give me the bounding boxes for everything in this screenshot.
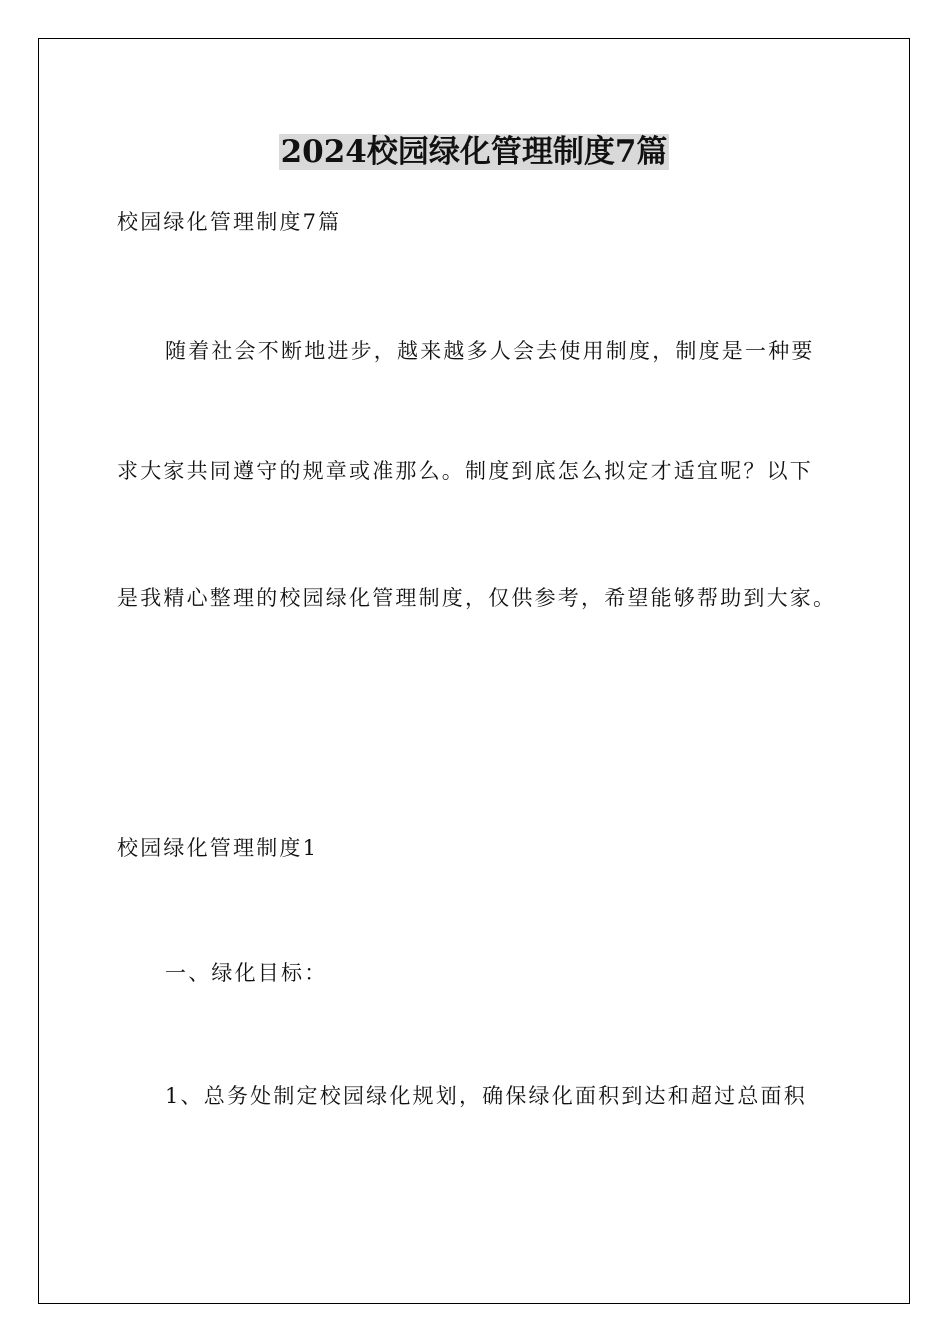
document-subtitle: 校园绿化管理制度7篇 [117, 210, 342, 234]
item-heading: 一、绿化目标： [165, 961, 328, 985]
document-page [38, 38, 910, 1304]
document-title [39, 127, 909, 177]
intro-line-3: 是我精心整理的校园绿化管理制度，仅供参考，希望能够帮助到大家。 [117, 586, 837, 610]
section-heading: 校园绿化管理制度1 [117, 836, 319, 860]
intro-line-1: 随着社会不断地进步，越来越多人会去使用制度，制度是一种要 [165, 339, 815, 363]
item-paragraph-1: 1、总务处制定校园绿化规划，确保绿化面积到达和超过总面积 [165, 1084, 807, 1108]
intro-line-2: 求大家共同遵守的规章或准那么。制度到底怎么拟定才适宜呢？以下 [117, 459, 813, 483]
document-title-text: 2024校园绿化管理制度7篇 [280, 134, 668, 170]
